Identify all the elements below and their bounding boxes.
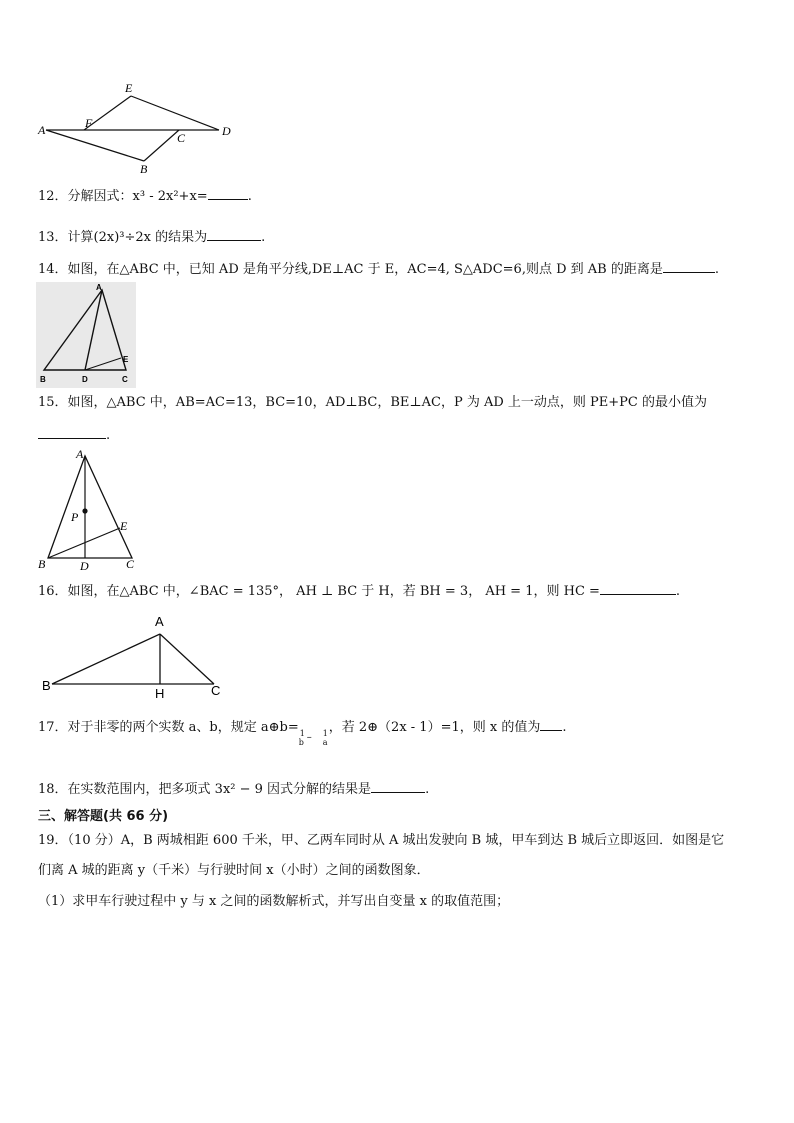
question-18-text: 18．在实数范围内，把多项式 3x² − 9 因式分解的结果是 [38, 782, 372, 797]
question-17-before: 17．对于非零的两个实数 a、b，规定 a⊕b= [38, 720, 299, 735]
frac-denominator-a: a [322, 737, 328, 747]
point-p [82, 508, 87, 513]
answer-blank-13[interactable] [207, 228, 261, 241]
question-16-end: . [675, 584, 681, 599]
frac-denominator-b: b [298, 737, 304, 747]
answer-blank-15[interactable] [38, 426, 106, 439]
line-bc [144, 130, 179, 161]
label-h: H [155, 686, 165, 701]
question-18-end: . [425, 782, 430, 797]
question-19-sub1: （1）求甲车行驶过程中 y 与 x 之间的函数解析式，并写出自变量 x 的取值范围； [38, 894, 510, 909]
line-ab [46, 130, 144, 161]
question-13-end: . [261, 230, 266, 245]
line-be [48, 528, 120, 558]
answer-blank-14[interactable] [663, 260, 715, 273]
figure-q14 [36, 282, 136, 388]
question-12 [38, 187, 252, 206]
label-c: C [211, 683, 221, 698]
label-b: B [40, 375, 46, 384]
label-c: C [126, 557, 135, 571]
figure-q15 [36, 446, 146, 574]
question-15-line2 [38, 426, 110, 445]
answer-blank-18[interactable] [371, 780, 425, 793]
question-17 [38, 718, 567, 747]
label-a: A [96, 283, 102, 292]
question-13-text: 13．计算(2x)³÷2x 的结果为 [38, 230, 208, 245]
question-12-end: . [247, 189, 252, 204]
minus-sign: – [306, 731, 312, 743]
question-13 [38, 228, 265, 247]
label-b: B [38, 557, 46, 571]
frac-numerator-1: 1 [299, 728, 305, 738]
label-a: A [38, 123, 46, 137]
section-title: 三、解答题(共 66 分) [38, 809, 169, 824]
label-d: D [222, 124, 231, 138]
question-18 [38, 780, 429, 799]
label-p: P [71, 510, 79, 524]
label-c: C [122, 375, 128, 384]
line-ac [160, 634, 214, 684]
question-15-text: 15．如图，△ABC 中，AB=AC=13，BC=10，AD⊥BC，BE⊥AC，P 为 AD 上一动点，则 PE+PC 的最小值为 [38, 395, 708, 410]
figure-q11 [36, 78, 246, 178]
label-d: D [82, 375, 88, 384]
label-f: F [85, 116, 93, 130]
frac-numerator-2: 1 [322, 728, 328, 738]
question-19-line1: 19．（10 分）A，B 两城相距 600 千米，甲、乙两车同时从 A 城出发驶向 B 城，甲车到达 B 城后立即返回．如图是它 [38, 833, 725, 848]
line-ba [52, 634, 160, 684]
label-e: E [125, 81, 133, 95]
question-17-end: . [562, 720, 567, 735]
figure-q16 [36, 610, 236, 702]
question-14-text: 14．如图，在△ABC 中，已知 AD 是角平分线,DE⊥AC 于 E，AC=4, S△ADC=6,则点 D 到 AB 的距离是 [38, 262, 663, 277]
question-17-after: ，若 2⊕（2x - 1）=1，则 x 的值为 [328, 720, 541, 735]
label-a: A [76, 447, 84, 461]
question-12-text: 12．分解因式：x³ - 2x²+x= [38, 189, 208, 204]
question-19-line2: 们离 A 城的距离 y（千米）与行驶时间 x（小时）之间的函数图象． [38, 863, 430, 878]
label-a: A [155, 614, 164, 629]
label-e: E [120, 519, 128, 533]
question-16 [38, 582, 680, 601]
question-15-end: . [106, 428, 111, 443]
question-14 [38, 260, 719, 279]
label-b: B [42, 678, 51, 693]
figure-q14-background [36, 282, 136, 388]
label-e: E [123, 355, 129, 364]
label-c: C [177, 131, 186, 145]
line-ed [131, 96, 219, 130]
answer-blank-16[interactable] [600, 582, 676, 595]
answer-blank-17[interactable] [540, 718, 562, 731]
fraction-expression [299, 729, 329, 747]
label-b: B [140, 162, 148, 176]
answer-blank-12[interactable] [208, 187, 248, 200]
label-d: D [80, 559, 89, 573]
triangle-abc [48, 456, 132, 558]
question-15 [38, 394, 707, 412]
question-14-end: . [714, 262, 719, 277]
question-16-text: 16．如图，在△ABC 中，∠BAC = 135°， AH ⊥ BC 于 H，若 BH = 3， AH = 1，则 HC = [38, 584, 600, 599]
